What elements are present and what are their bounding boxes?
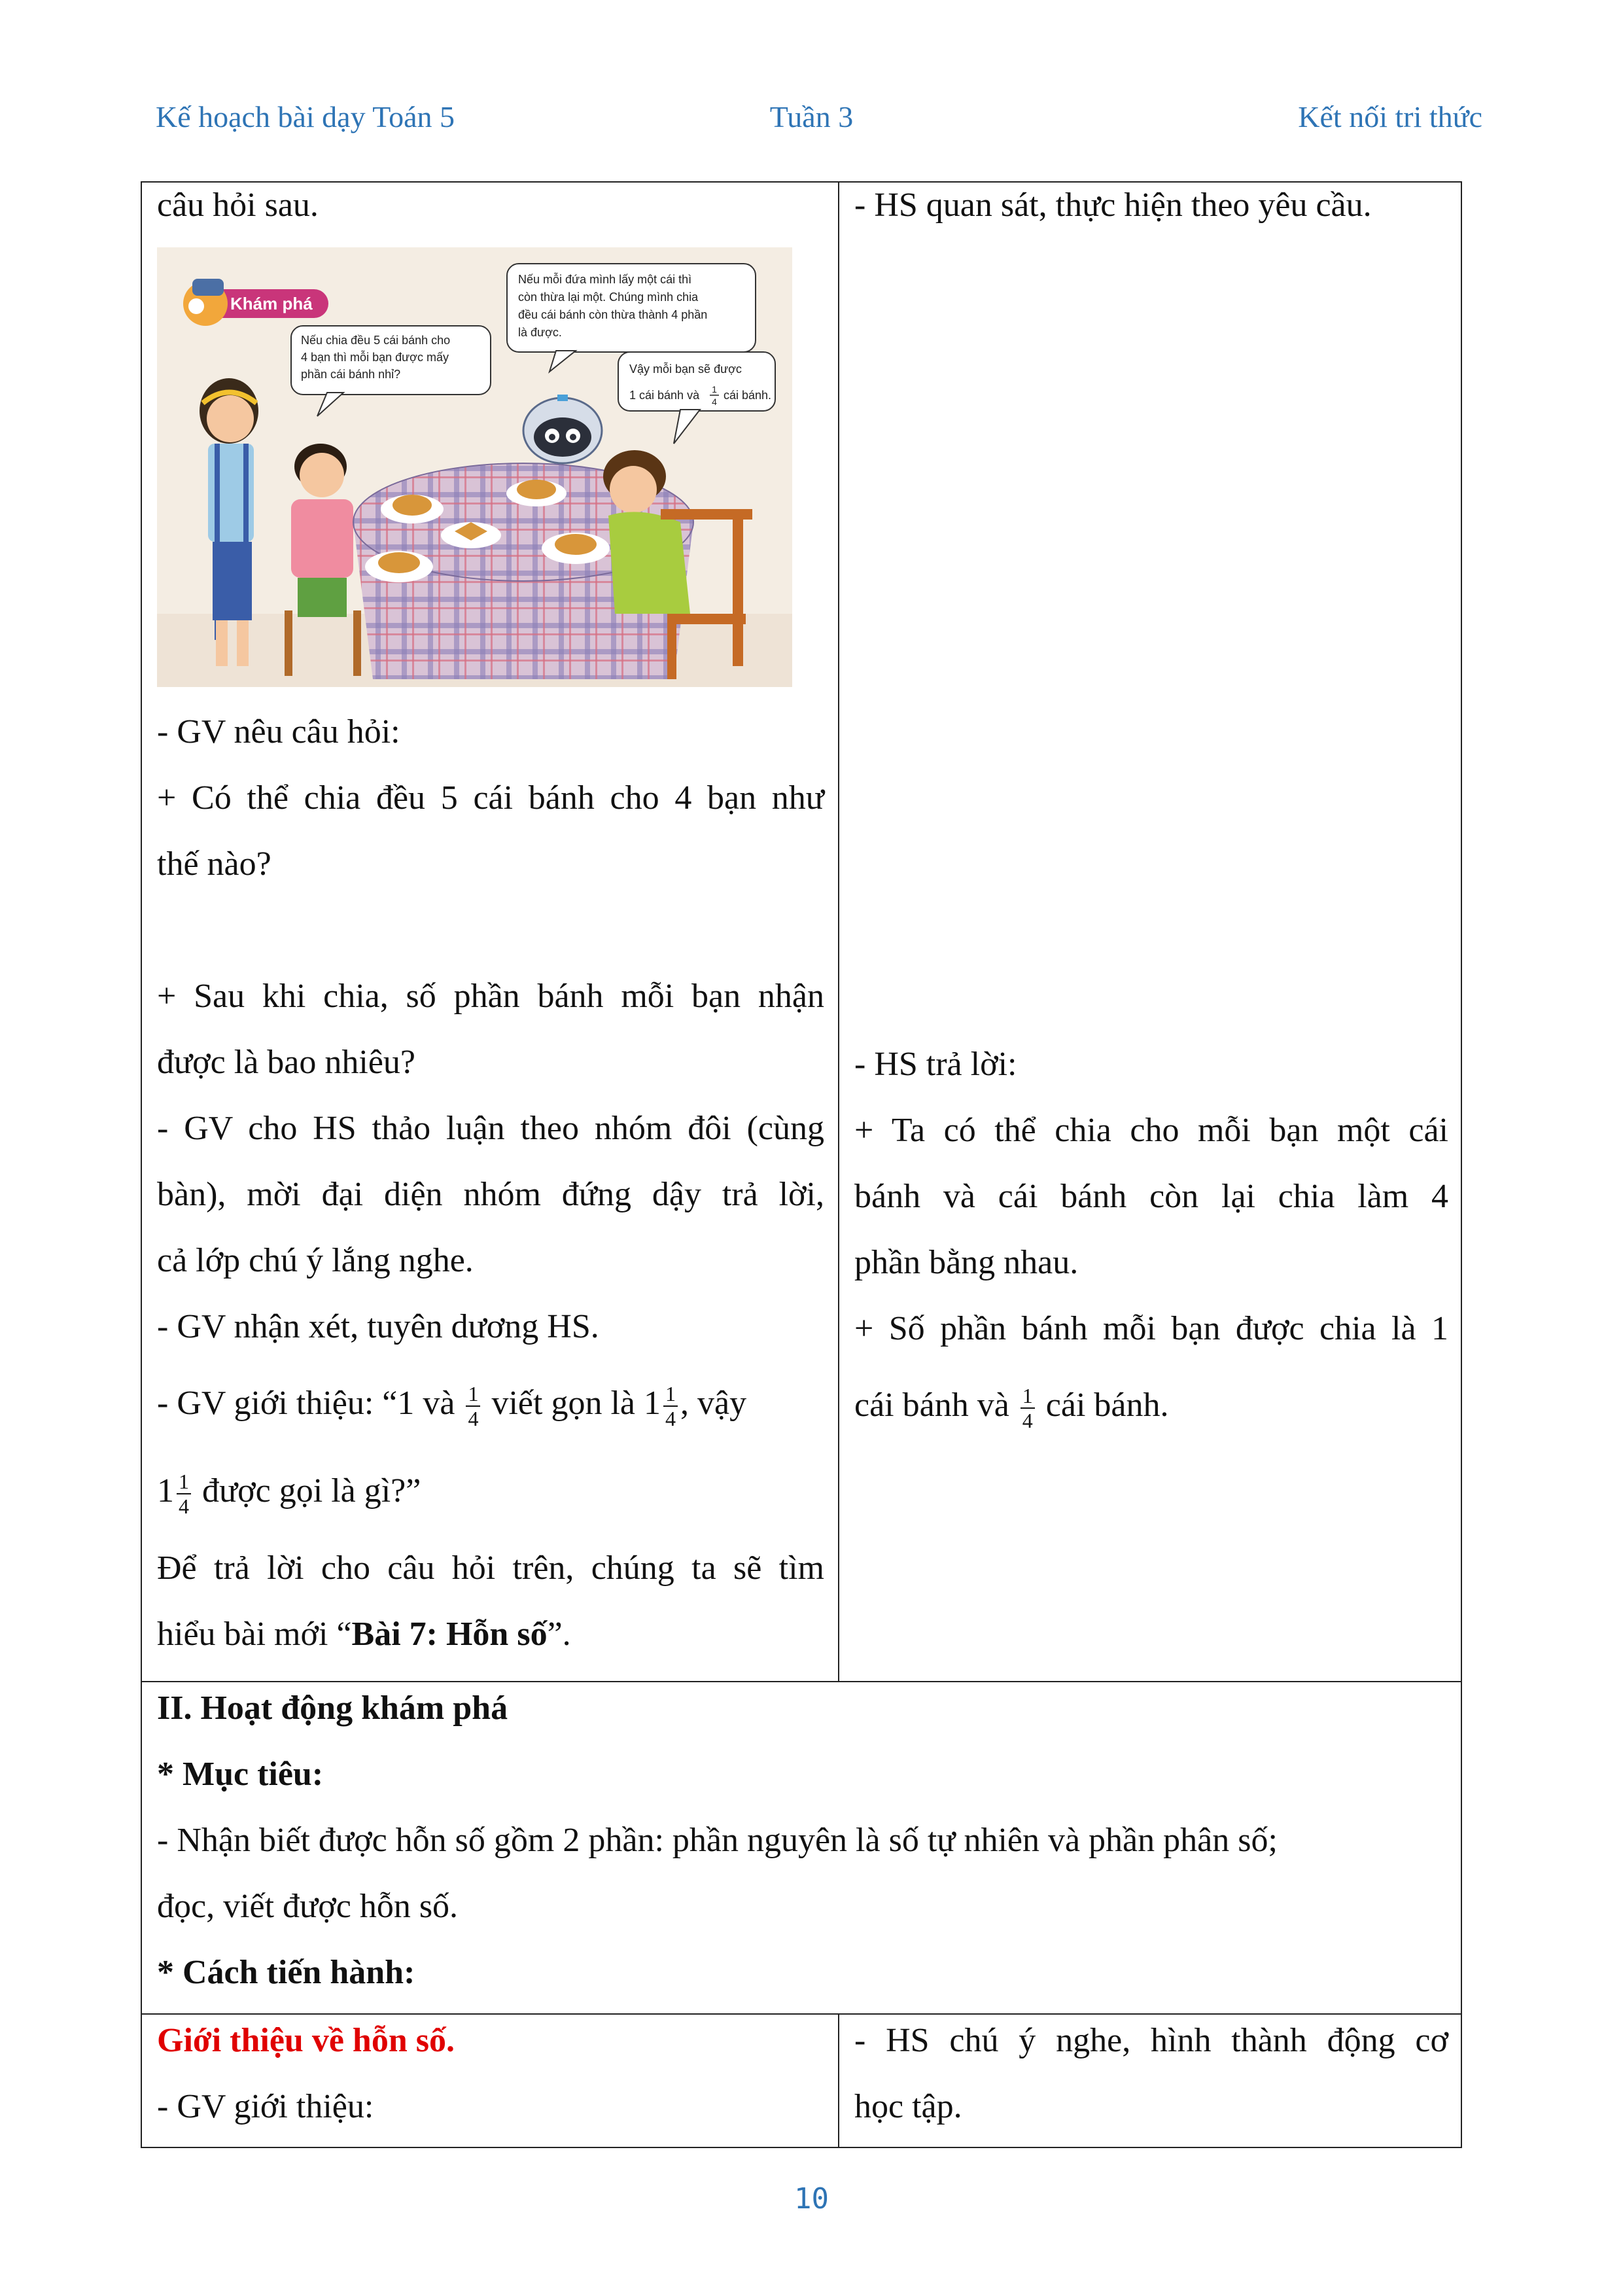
fraction-one-quarter: $\frac{1}{4}$ bbox=[663, 1383, 678, 1429]
text-fragment: cái bánh và bbox=[854, 1386, 1009, 1424]
teacher-text-line: - GV cho HS thảo luận theo nhóm đôi (cùng bbox=[157, 1110, 824, 1147]
column-divider-lower bbox=[838, 2013, 839, 2148]
text-fragment: được gọi là gì?” bbox=[202, 1472, 421, 1510]
bubble-girl-line: phần cái bánh nhỉ? bbox=[301, 368, 401, 381]
bubble-girl-line: 4 bạn thì mỗi bạn được mấy bbox=[301, 351, 449, 364]
lesson-title: Bài 7: Hỗn số bbox=[351, 1616, 548, 1653]
teacher-text-line: + Có thể chia đều 5 cái bánh cho 4 bạn như bbox=[157, 779, 824, 817]
student-text-line: - HS chú ý nghe, hình thành động cơ bbox=[854, 2022, 1448, 2059]
text-fragment: cái bánh. bbox=[1045, 1386, 1169, 1424]
student-text-line: bánh và cái bánh còn lại chia làm 4 bbox=[854, 1178, 1448, 1215]
bubble-robot-frac-num: 1 bbox=[712, 384, 717, 395]
text-fragment: 1 bbox=[157, 1472, 174, 1510]
header-week: Tuần 3 bbox=[769, 100, 854, 133]
bubble-robot-line: Vậy mỗi bạn sẽ được bbox=[629, 362, 742, 376]
teacher-text-line: thế nào? bbox=[157, 845, 271, 883]
bubble-girl-line: Nếu chia đều 5 cái bánh cho bbox=[301, 334, 451, 347]
teacher-text-line: Để trả lời cho câu hỏi trên, chúng ta sẽ tìm bbox=[157, 1549, 824, 1587]
student-text-line: + Số phần bánh mỗi bạn được chia là 1 bbox=[854, 1310, 1448, 1347]
student-text-line: phần bằng nhau. bbox=[854, 1244, 1079, 1281]
bubble-boy-line: là được. bbox=[518, 326, 562, 339]
discovery-illustration bbox=[157, 247, 792, 687]
fraction-one-quarter: $\frac{1}{4}$ bbox=[466, 1383, 480, 1429]
teacher-column-last bbox=[157, 2007, 824, 2140]
teacher-text-line: câu hỏi sau. bbox=[157, 186, 319, 224]
teacher-text-line: - GV nhận xét, tuyên dương HS. bbox=[157, 1308, 599, 1345]
bubble-robot-line: cái bánh. bbox=[724, 389, 772, 402]
bubble-boy-line: còn thừa lại một. Chúng mình chia bbox=[518, 291, 699, 304]
goal-label: * Mục tiêu: bbox=[157, 1756, 324, 1793]
student-column-answers bbox=[854, 1031, 1448, 1449]
student-text-line: học tập. bbox=[854, 2088, 962, 2125]
fraction-one-quarter: $\frac{1}{4}$ bbox=[177, 1471, 191, 1517]
teacher-column-upper bbox=[157, 172, 824, 238]
bubble-boy-line: đều cái bánh còn thừa thành 4 phần bbox=[518, 308, 708, 321]
teacher-text-line: - GV giới thiệu: bbox=[157, 2088, 374, 2125]
header-publisher-series: Kết nối tri thức bbox=[1298, 100, 1482, 133]
teacher-question-line bbox=[157, 1447, 824, 1535]
teacher-text-line: + Sau khi chia, số phần bánh mỗi bạn nhận bbox=[157, 978, 824, 1015]
student-answer-fraction-line bbox=[854, 1362, 1448, 1449]
student-text-line: + Ta có thể chia cho mỗi bạn một cái bbox=[854, 1112, 1448, 1149]
goal-text-line: - Nhận biết được hỗn số gồm 2 phần: phần nguyên là số tự nhiên và phần phân số; bbox=[157, 1822, 1278, 1859]
column-divider-upper bbox=[838, 181, 839, 1682]
bubble-boy-line: Nếu mỗi đứa mình lấy một cái thì bbox=[518, 273, 692, 286]
header-lesson-plan-title: Kế hoạch bài dạy Toán 5 bbox=[156, 100, 455, 133]
text-fragment: viết gọn là 1 bbox=[491, 1385, 661, 1422]
student-text-line: - HS quan sát, thực hiện theo yêu cầu. bbox=[854, 186, 1372, 224]
text-fragment: , vậy bbox=[680, 1385, 747, 1422]
method-label: * Cách tiến hành: bbox=[157, 1954, 415, 1991]
subsection-title: Giới thiệu về hỗn số. bbox=[157, 2022, 455, 2059]
teacher-lesson-title-line bbox=[157, 1601, 824, 1667]
teacher-intro-mixed-number-line bbox=[157, 1360, 824, 1447]
page-number: 10 bbox=[794, 2182, 829, 2216]
student-column-upper bbox=[854, 172, 1448, 238]
teacher-text-line: bàn), mời đại diện nhóm đứng dậy trả lời, bbox=[157, 1176, 824, 1213]
student-column-last bbox=[854, 2007, 1448, 2140]
bubble-robot-frac-den: 4 bbox=[712, 397, 717, 407]
teacher-text-line: cả lớp chú ý lắng nghe. bbox=[157, 1242, 474, 1279]
text-fragment: - GV giới thiệu: “1 và bbox=[157, 1385, 455, 1422]
teacher-column-upper-cont bbox=[157, 699, 824, 1667]
text-fragment: hiểu bài mới “ bbox=[157, 1616, 352, 1653]
goal-text-line: đọc, viết được hỗn số. bbox=[157, 1888, 459, 1925]
discovery-section bbox=[157, 1675, 1448, 2005]
bubble-robot-line: 1 cái bánh và bbox=[629, 389, 700, 402]
section-title: II. Hoạt động khám phá bbox=[157, 1689, 508, 1727]
text-fragment: ”. bbox=[547, 1616, 571, 1653]
fraction-one-quarter: $\frac{1}{4}$ bbox=[1021, 1385, 1035, 1431]
teacher-text-line: - GV nêu câu hỏi: bbox=[157, 713, 400, 751]
badge-label: Khám phá bbox=[230, 294, 313, 313]
blank-line bbox=[157, 897, 824, 963]
student-text-line: - HS trả lời: bbox=[854, 1046, 1017, 1083]
teacher-text-line: được là bao nhiêu? bbox=[157, 1044, 415, 1081]
